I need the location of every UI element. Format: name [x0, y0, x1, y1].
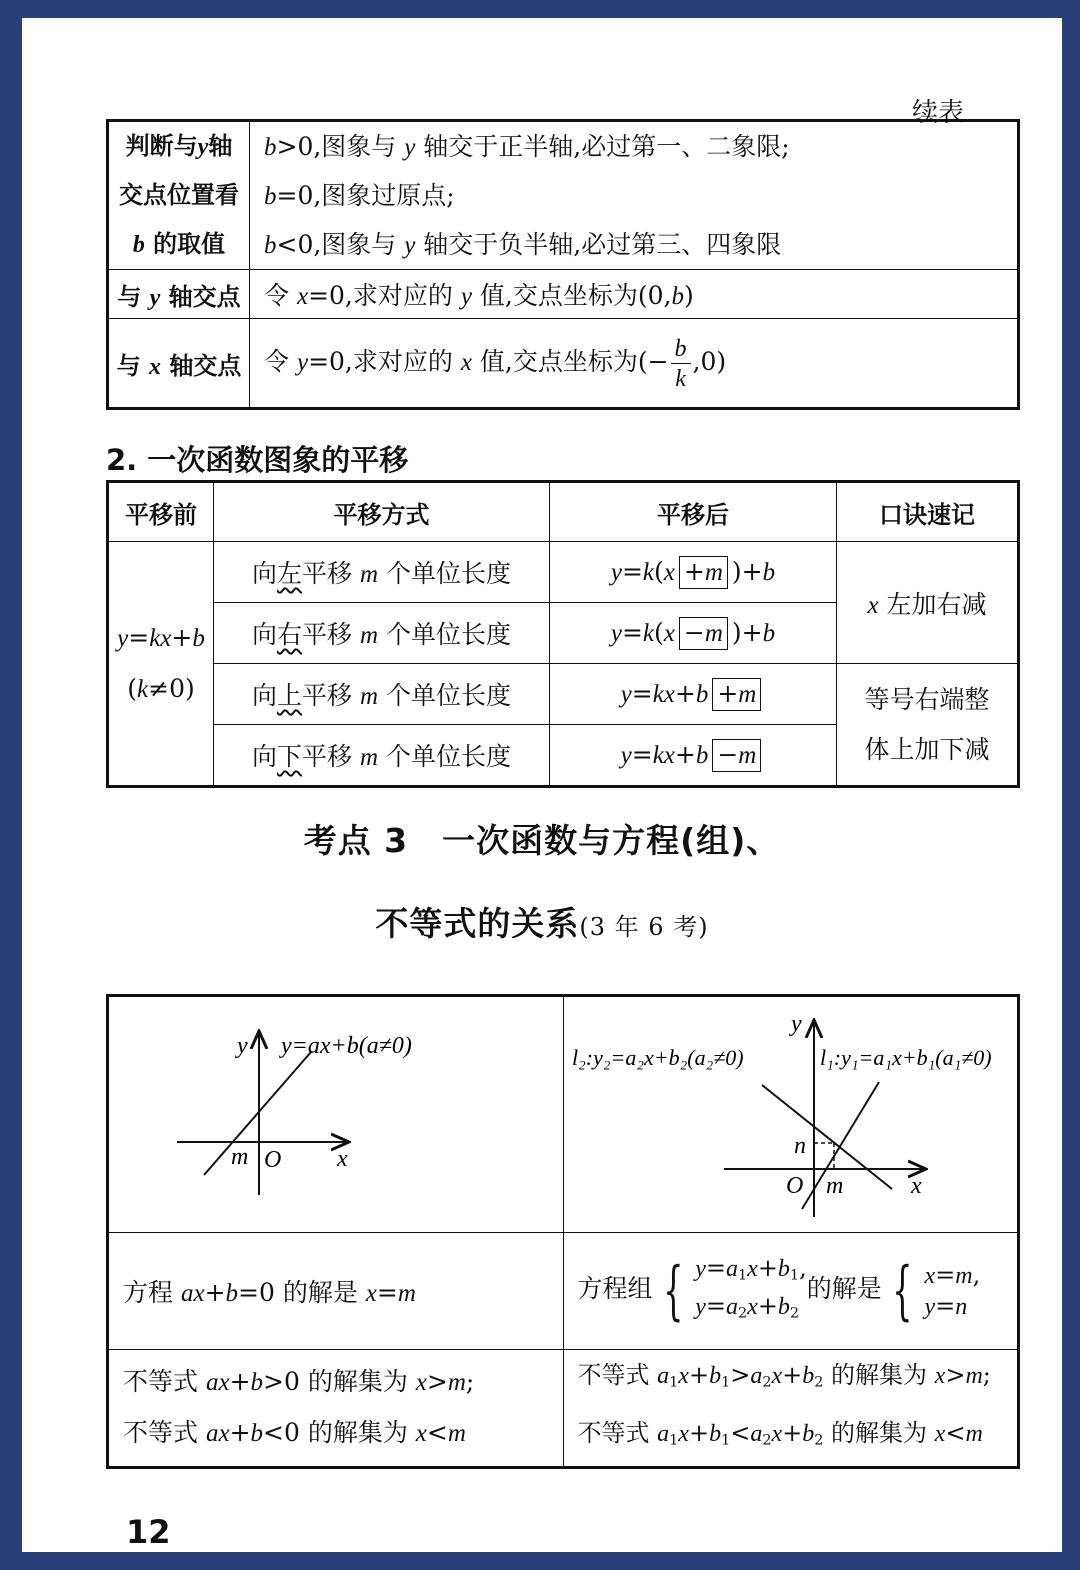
fraction-b-over-k: $\frac{b}{k}$ — [671, 334, 691, 393]
origin-label: O — [264, 1147, 282, 1173]
line-ax-plus-b — [204, 1052, 311, 1175]
row-label-y-intercept: 与 y 轴交点 — [108, 270, 250, 319]
kaodian-title-line1: 考点 3 一次函数与方程(组)、 — [303, 821, 781, 860]
method-left: 向左平移 m 个单位长度 — [214, 542, 550, 603]
header-after: 平移后 — [550, 482, 837, 542]
method-right: 向右平移 m 个单位长度 — [214, 603, 550, 664]
graph-two-lines — [564, 997, 1019, 1232]
row-label-yaxis-sign: 判断与y轴 交点位置看 b 的取值 — [108, 121, 250, 270]
intersection-y-label: n — [793, 1133, 806, 1159]
graph-single-line — [109, 997, 564, 1232]
root-label-m: m — [231, 1144, 249, 1170]
kaodian-title-text: 不等式的关系 — [375, 904, 580, 943]
origin-label: O — [785, 1173, 803, 1199]
kaodian-title-line2 — [22, 898, 1062, 945]
result-right: y=k(x −m )+b — [550, 603, 837, 664]
system-brace: { $y=a_1x+b_1$, $y=a_2x+b_2$ — [662, 1254, 807, 1328]
kaodian-frequency: (3 年 6 考) — [579, 913, 709, 941]
intersection-x-label: m — [825, 1173, 843, 1199]
y-axis-label: y — [237, 1033, 248, 1059]
inequality-left-cell: 不等式 ax+b>0 的解集为 x>m; 不等式 ax+b<0 的解集为 x<m — [108, 1350, 564, 1468]
equation-right-cell — [563, 1233, 1019, 1350]
row-label-x-intercept: 与 x 轴交点 — [108, 319, 250, 409]
l2-label: l₂:y₂=a₂x+b₂(a₂≠0) — [571, 1045, 744, 1070]
equation-inequality-table — [106, 994, 1020, 1469]
graph-single-line-cell — [108, 996, 564, 1233]
page — [22, 18, 1062, 1552]
system-prefix: 方程组 — [577, 1274, 653, 1304]
intercept-table — [106, 119, 1020, 410]
result-down: y=kx+b −m — [550, 725, 837, 787]
before-function: y=kx+b (k≠0) — [108, 542, 214, 787]
header-method: 平移方式 — [214, 482, 550, 542]
x-axis-label: x — [337, 1146, 348, 1172]
row-content-x-intercept: 令 y=0,求对应的 x 值,交点坐标为(− $\frac{b}{k}$ ,0) — [250, 319, 1019, 409]
translation-table — [106, 480, 1020, 788]
page-number: 12 — [126, 1513, 171, 1551]
inequality-right-cell: 不等式 $a_1x+b_1>a_2x+b_2$ 的解集为 x>m; 不等式 $a_1x+b_1<a_2x+b_2$ 的解集为 x<m — [563, 1350, 1019, 1468]
method-up: 向上平移 m 个单位长度 — [214, 664, 550, 725]
x-axis-label: x — [910, 1173, 922, 1199]
system-mid: 的解是 — [806, 1274, 882, 1304]
l1-label: l₁:y₁=a₁x+b₁(a₁≠0) — [819, 1045, 992, 1070]
graph-two-lines-cell — [563, 996, 1019, 1233]
row-content-y-intercept: 令 x=0,求对应的 y 值,交点坐标为(0,b) — [250, 270, 1019, 319]
method-down: 向下平移 m 个单位长度 — [214, 725, 550, 787]
line-equation-label: y=ax+b(a≠0) — [281, 1033, 412, 1059]
header-before: 平移前 — [108, 482, 214, 542]
header-mnemonic: 口诀速记 — [837, 482, 1019, 542]
mnemonic-horizontal: x 左加右减 — [837, 542, 1019, 664]
y-axis-label: y — [790, 1011, 802, 1037]
equation-left-cell: 方程 ax+b=0 的解是 x=m — [108, 1233, 564, 1350]
result-up: y=kx+b +m — [550, 664, 837, 725]
result-left: y=k(x +m )+b — [550, 542, 837, 603]
solution-brace: { x=m, y=n — [891, 1254, 981, 1328]
row-content-yaxis-sign: b>0,图象与 y 轴交于正半轴,必过第一、二象限; b=0,图象过原点; b<0,图象与 y 轴交于负半轴,必过第三、四象限 — [250, 121, 1019, 270]
section-heading-translation: 2. 一次函数图象的平移 — [106, 443, 409, 477]
continued-label: 续表 — [912, 98, 965, 128]
mnemonic-vertical: 等号右端整 体上加下减 — [837, 664, 1019, 787]
